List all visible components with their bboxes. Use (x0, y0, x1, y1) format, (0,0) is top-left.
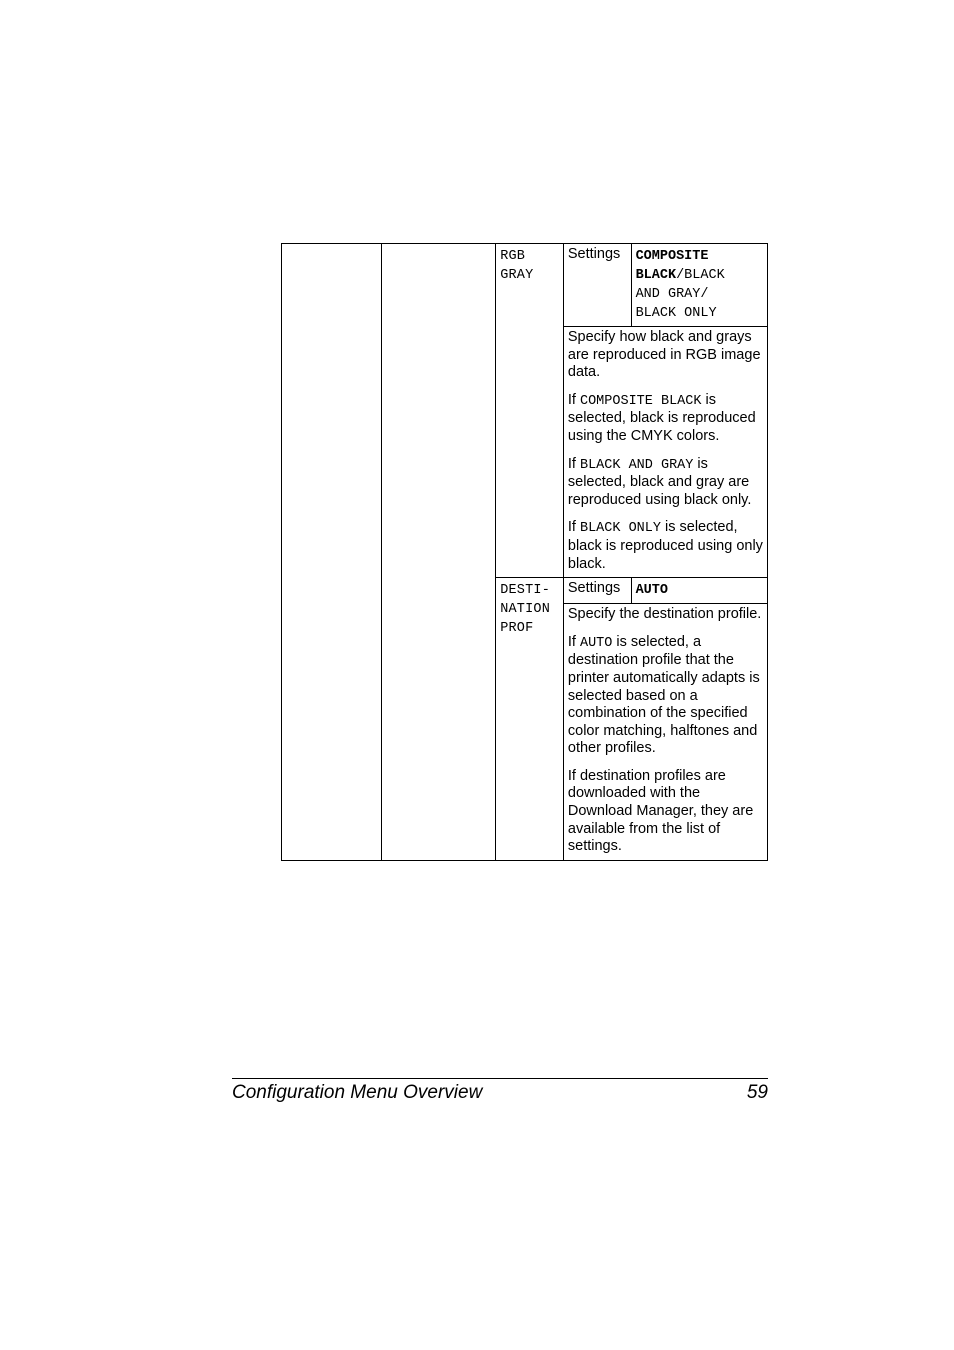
page-number: 59 (746, 1082, 768, 1103)
description-paragraph (568, 392, 765, 446)
parameter-name: PROF (500, 621, 534, 637)
footer-title: Configuration Menu Overview (232, 1082, 483, 1103)
description-paragraph (568, 456, 765, 510)
destination-prof-parameter-cell (496, 578, 564, 861)
default-value: BLACK (635, 268, 677, 283)
settings-value-cell (631, 244, 767, 327)
configuration-menu-table (281, 243, 768, 861)
description-cell (563, 604, 767, 861)
menu-column-cell (282, 244, 382, 861)
table-row (282, 244, 768, 327)
description-cell (563, 327, 767, 578)
text: is selected, a destination profile that the printer automatically adapts is selected based on a combination of the specified color matching, halftones and other profiles. (567, 633, 760, 757)
text: If (567, 633, 580, 650)
text: is selected, black is reproduced using the CMYK colors. (567, 391, 756, 444)
text: If (567, 519, 580, 536)
text: is selected, black is reproduced using only black. (567, 519, 763, 572)
description-paragraph (568, 634, 765, 758)
settings-value-cell (631, 578, 767, 604)
footer-divider (232, 1078, 768, 1079)
parameter-name: RGB (500, 249, 526, 264)
option-code: AUTO (579, 635, 613, 651)
default-value: COMPOSITE (635, 249, 709, 264)
settings-values (632, 244, 767, 326)
parameter-name: GRAY (500, 268, 534, 283)
option-value: BLACK ONLY (635, 306, 717, 321)
option-code: COMPOSITE BLACK (579, 393, 702, 409)
option-code: BLACK ONLY (579, 521, 661, 537)
submenu-column-cell (382, 244, 496, 861)
description-paragraph: If destination profiles are downloaded with the Download Manager, they are available from the list of settings. (567, 767, 754, 855)
text: If (567, 455, 580, 472)
settings-label-cell (563, 578, 631, 604)
settings-label: Settings (567, 580, 621, 597)
option-value: /BLACK (676, 268, 725, 283)
description-intro: Specify the destination profile. (567, 606, 762, 623)
parameter-name: NATION (500, 602, 550, 618)
text: If (567, 391, 580, 408)
description-paragraph (568, 519, 765, 573)
parameter-name: DESTI- (500, 583, 550, 599)
settings-label-cell (563, 244, 631, 327)
option-code: BLACK AND GRAY (579, 457, 694, 473)
option-value: AND GRAY/ (635, 287, 709, 302)
description (564, 327, 767, 577)
text: is selected, black and gray are reproduced using black only. (567, 455, 752, 508)
default-value: AUTO (635, 583, 668, 599)
settings-label: Settings (567, 246, 621, 262)
description-intro: Specify how black and grays are reproduced in RGB image data. (567, 329, 761, 381)
rgb-gray-parameter-cell (496, 244, 564, 578)
description (564, 604, 767, 860)
